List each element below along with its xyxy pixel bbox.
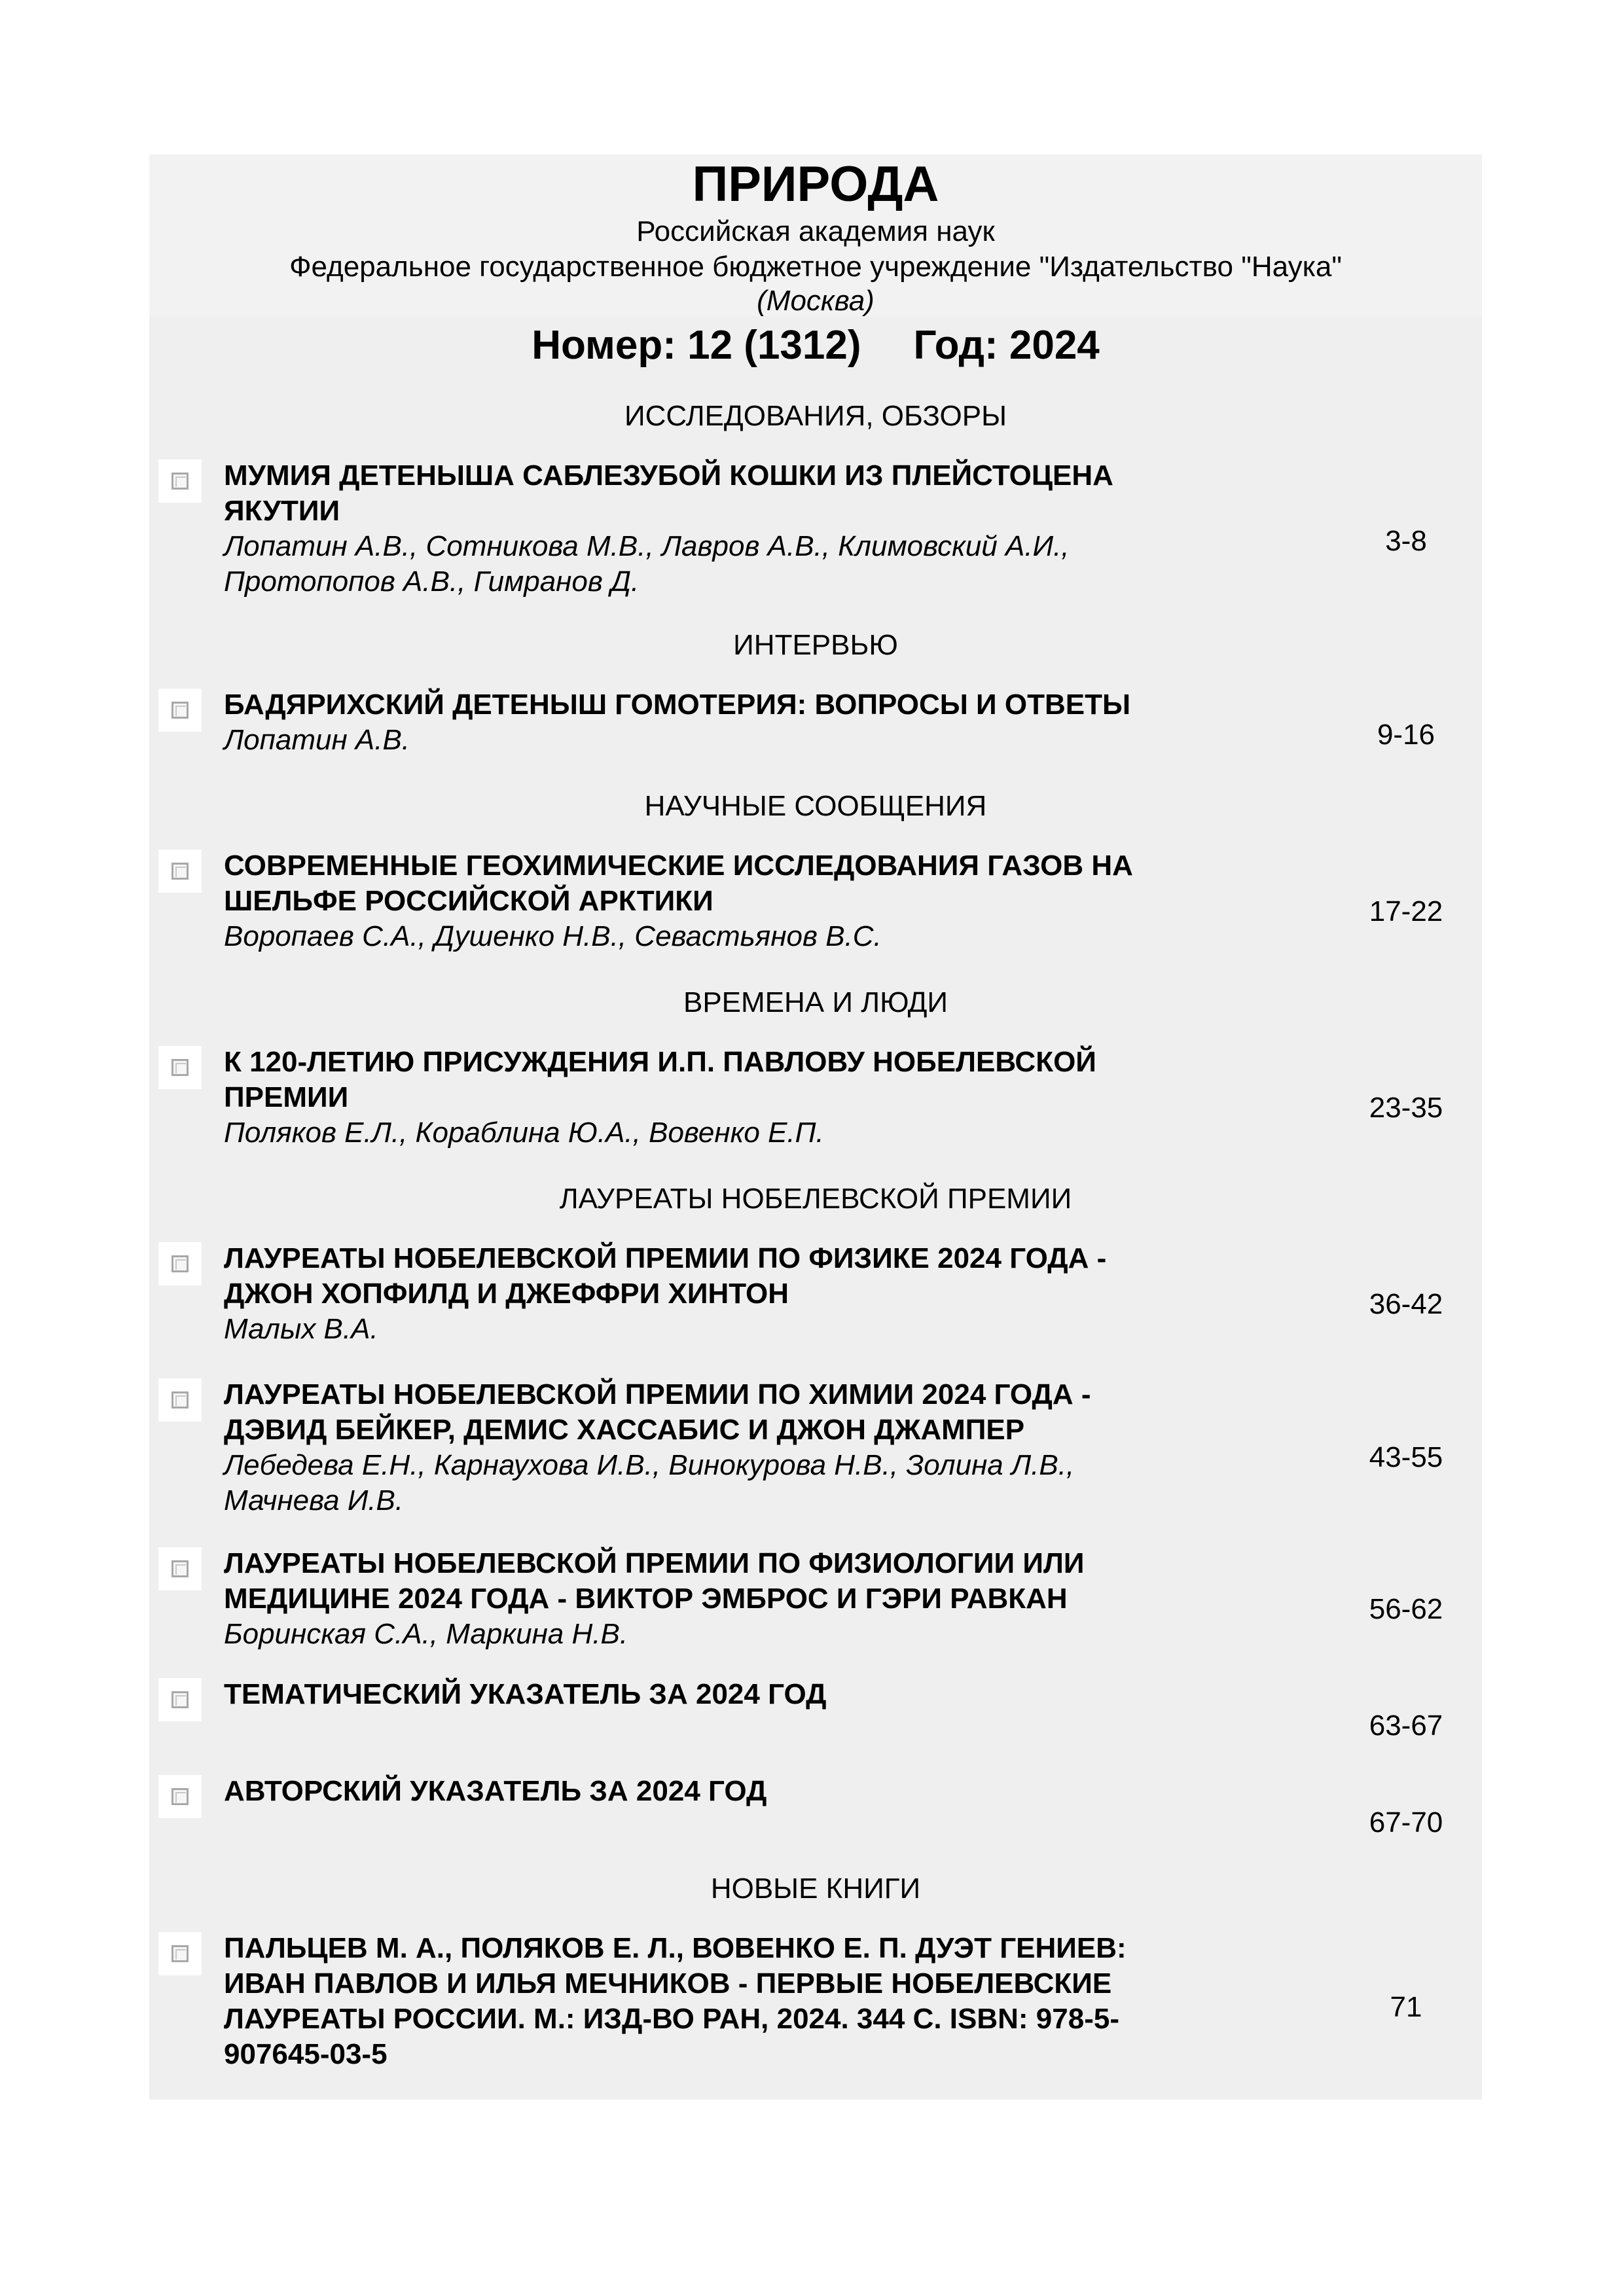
article-pages: 63-67 (1369, 1710, 1443, 1742)
issue-line (149, 321, 1482, 370)
checkbox-icon (171, 1560, 189, 1577)
article-pages: 67-70 (1369, 1806, 1443, 1839)
checkbox-icon (171, 1788, 189, 1805)
select-checkbox[interactable] (158, 689, 202, 732)
section-heading: ИНТЕРВЬЮ (733, 629, 898, 661)
article-pages: 71 (1390, 1991, 1422, 2023)
section-heading: ЛАУРЕАТЫ НОБЕЛЕВСКОЙ ПРЕМИИ (559, 1183, 1072, 1215)
article-authors: Боринская С.А., Маркина Н.В. (224, 1618, 628, 1650)
select-checkbox[interactable] (158, 459, 202, 503)
article-authors: Лопатин А.В., Сотникова М.В., Лавров А.В., Климовский А.И., Протопопов А.В., Гимранов Д. (224, 530, 1070, 598)
issue-year: Год: 2024 (913, 323, 1100, 368)
article-title[interactable]: АВТОРСКИЙ УКАЗАТЕЛЬ ЗА 2024 ГОД (224, 1775, 767, 1807)
article-pages: 56-62 (1369, 1593, 1443, 1625)
select-checkbox[interactable] (158, 1378, 202, 1422)
article-pages: 23-35 (1369, 1092, 1443, 1124)
select-checkbox[interactable] (158, 1547, 202, 1590)
article-title[interactable]: ПАЛЬЦЕВ М. А., ПОЛЯКОВ Е. Л., ВОВЕНКО Е. П. ДУЭТ ГЕНИЕВ: ИВАН ПАВЛОВ И ИЛЬЯ МЕЧНИКОВ - ПЕРВЫЕ НОБЕЛЕВСКИЕ ЛАУРЕАТЫ РОССИИ. М.: ИЗД-ВО РАН, 2024. 344 С. ISBN: 978-5- 907645-03-5 (224, 1932, 1127, 2070)
issue-number: Номер: 12 (1312) (532, 323, 861, 368)
article-title[interactable]: БАДЯРИХСКИЙ ДЕТЕНЫШ ГОМОТЕРИЯ: ВОПРОСЫ И ОТВЕТЫ (224, 689, 1131, 721)
article-title[interactable]: ЛАУРЕАТЫ НОБЕЛЕВСКОЙ ПРЕМИИ ПО ХИМИИ 2024 ГОДА - ДЭВИД БЕЙКЕР, ДЕМИС ХАССАБИС И ДЖОН ДЖАМПЕР (224, 1378, 1091, 1446)
checkbox-icon (171, 1059, 189, 1076)
contents-panel (149, 154, 1482, 2100)
checkbox-icon (171, 1691, 189, 1708)
checkbox-icon (171, 1255, 189, 1272)
article-authors: Малых В.А. (224, 1313, 378, 1345)
section-heading: ИССЛЕДОВАНИЯ, ОБЗОРЫ (624, 400, 1007, 432)
checkbox-icon (171, 1391, 189, 1408)
checkbox-icon (171, 863, 189, 880)
publisher-line-1: Российская академия наук (636, 215, 995, 247)
article-pages: 43-55 (1369, 1441, 1443, 1473)
checkbox-icon (171, 473, 189, 490)
article-authors: Поляков Е.Л., Кораблина Ю.А., Вовенко Е.П. (224, 1117, 824, 1149)
article-title[interactable]: К 120-ЛЕТИЮ ПРИСУЖДЕНИЯ И.П. ПАВЛОВУ НОБЕЛЕВСКОЙ ПРЕМИИ (224, 1046, 1096, 1113)
select-checkbox[interactable] (158, 1932, 202, 1975)
select-checkbox[interactable] (158, 1775, 202, 1818)
article-authors: Воропаев С.А., Душенко Н.В., Севастьянов В.С. (224, 920, 882, 952)
article-pages: 3-8 (1385, 525, 1427, 557)
select-checkbox[interactable] (158, 1046, 202, 1089)
select-checkbox[interactable] (158, 1242, 202, 1285)
publisher-line-2: Федеральное государственное бюджетное учреждение "Издательство "Наука" (289, 251, 1342, 283)
checkbox-icon (171, 1945, 189, 1962)
select-checkbox[interactable] (158, 1678, 202, 1721)
section-heading: НОВЫЕ КНИГИ (710, 1873, 921, 1905)
article-title[interactable]: ТЕМАТИЧЕСКИЙ УКАЗАТЕЛЬ ЗА 2024 ГОД (224, 1678, 827, 1710)
article-pages: 17-22 (1369, 895, 1443, 927)
article-authors: Лопатин А.В. (224, 724, 410, 756)
article-authors: Лебедева Е.Н., Карнаухова И.В., Винокурова Н.В., Золина Л.В., Мачнева И.В. (224, 1449, 1075, 1516)
section-heading: ВРЕМЕНА И ЛЮДИ (683, 986, 948, 1018)
checkbox-icon (171, 702, 189, 719)
article-title[interactable]: ЛАУРЕАТЫ НОБЕЛЕВСКОЙ ПРЕМИИ ПО ФИЗИКЕ 2024 ГОДА - ДЖОН ХОПФИЛД И ДЖЕФФРИ ХИНТОН (224, 1242, 1107, 1310)
article-pages: 36-42 (1369, 1288, 1443, 1320)
journal-title: ПРИРОДА (692, 156, 939, 212)
article-title[interactable]: СОВРЕМЕННЫЕ ГЕОХИМИЧЕСКИЕ ИССЛЕДОВАНИЯ ГАЗОВ НА ШЕЛЬФЕ РОССИЙСКОЙ АРКТИКИ (224, 850, 1133, 917)
article-pages: 9-16 (1377, 719, 1435, 751)
section-heading: НАУЧНЫЕ СООБЩЕНИЯ (644, 790, 987, 822)
select-checkbox[interactable] (158, 850, 202, 893)
publisher-city: (Москва) (757, 285, 875, 317)
article-title[interactable]: ЛАУРЕАТЫ НОБЕЛЕВСКОЙ ПРЕМИИ ПО ФИЗИОЛОГИИ ИЛИ МЕДИЦИНЕ 2024 ГОДА - ВИКТОР ЭМБРОС И ГЭРИ РАВКАН (224, 1547, 1085, 1615)
article-title[interactable]: МУМИЯ ДЕТЕНЫША САБЛЕЗУБОЙ КОШКИ ИЗ ПЛЕЙСТОЦЕНА ЯКУТИИ (224, 459, 1113, 527)
